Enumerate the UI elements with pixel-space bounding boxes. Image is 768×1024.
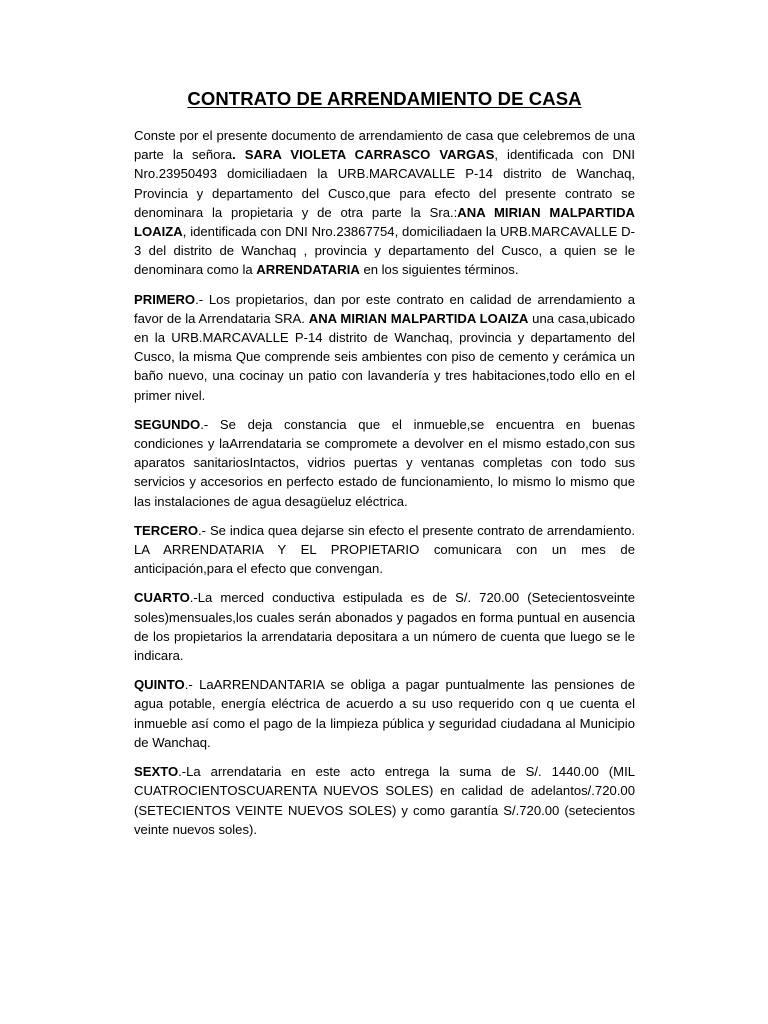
clause-segundo-label: SEGUNDO (134, 416, 201, 432)
intro-paragraph (134, 126, 635, 280)
document-title: CONTRATO DE ARRENDAMIENTO DE CASA (187, 88, 582, 109)
clause-sexto (134, 762, 635, 839)
intro-text-3: , identificada con DNI Nro.23867754, domiciliadaen la URB.MARCAVALLE D-3 del distrito de Wanchaq , provincia y departamento del Cusco, a quien se le denominara como la (134, 224, 635, 278)
clause-segundo (134, 415, 635, 511)
clause-tercero (134, 521, 635, 579)
clause-tercero-text: .- Se indica quea dejarse sin efecto el presente contrato de arrendamiento. LA ARRENDATARIA Y EL PROPIETARIO comunicara con un mes de anticipación,para el efecto que convengan. (134, 522, 635, 577)
tenant-name: ANA MIRIAN MALPARTIDA LOAIZA (134, 204, 635, 240)
intro-text-1: Conste por el presente documento de arrendamiento de casa que celebremos de una parte la señora (134, 128, 635, 163)
clause-quinto (134, 675, 635, 752)
clause-primero (134, 290, 635, 405)
clause-cuarto (134, 588, 635, 665)
owner-name: . SARA VIOLETA CARRASCO VARGAS (232, 147, 495, 163)
tenant-role: ARRENDATARIA (256, 262, 360, 278)
clause-tercero-label: TERCERO (134, 522, 199, 538)
clause-segundo-text: .- Se deja constancia que el inmueble,se encuentra en buenas condiciones y laArrendataria se compromete a devolver en el mismo estado,con sus aparatos sanitariosIntactos, vidrios puertas y ventanas completas con todo sus servicios y accesorios en perfecto estado de funcionamiento, lo mismo lo mismo que las instalaciones de agua desagüeluz eléctrica. (134, 416, 635, 509)
clause-cuarto-label: CUARTO (134, 590, 190, 606)
clause-primero-tenant-name: ANA MIRIAN MALPARTIDA LOAIZA (308, 310, 529, 326)
clause-sexto-label: SEXTO (134, 764, 179, 780)
intro-text-4: en los siguientes términos. (359, 262, 519, 278)
clause-quinto-text: .- LaARRENDANTARIA se obliga a pagar puntualmente las pensiones de agua potable, energía eléctrica de acuerdo a su uso requerido con q ue cuenta el inmueble así como el pago de la limpieza pública y seguridad ciudadana al Municipio de Wanchaq. (134, 677, 635, 750)
clause-primero-label: PRIMERO (134, 291, 196, 307)
clause-quinto-label: QUINTO (134, 677, 185, 693)
clause-primero-text-2: una casa,ubicado en la URB.MARCAVALLE P-14 distrito de Wanchaq, provincia y departamento del Cusco, la misma Que comprende seis ambientes con piso de cemento y cerámica un baño nuevo, una cocinay un patio con lavandería y tres habitaciones,todo ello en el primer nivel. (134, 310, 635, 403)
clause-primero-text-1: .- Los propietarios, dan por este contrato en calidad de arrendamiento a favor de la Arrendataria SRA. (134, 291, 635, 326)
clause-sexto-text: .-La arrendataria en este acto entrega la suma de S/. 1440.00 (MIL CUATROCIENTOSCUARENTA NUEVOS SOLES) en calidad de adelantos/.720.00 (SETECIENTOS VEINTE NUEVOS SOLES) y como garantía S/.720.00 (setecientos veinte nuevos soles). (134, 764, 635, 837)
clause-cuarto-text: .-La merced conductiva estipulada es de S/. 720.00 (Setecientosveinte soles)mensuales,los cuales serán abonados y pagados en forma puntual en ausencia de los propietarios la arrendataria depositara a un número de cuenta que luego se le indicara. (134, 590, 635, 664)
intro-text-2: , identificada con DNI Nro.23950493 domiciliadaen la URB.MARCAVALLE P-14 distrito de Wanchaq, Provincia y departamento del Cusco,que para efecto del presente contrato se denominara la propietaria y de otra parte la Sra.: (134, 147, 635, 220)
